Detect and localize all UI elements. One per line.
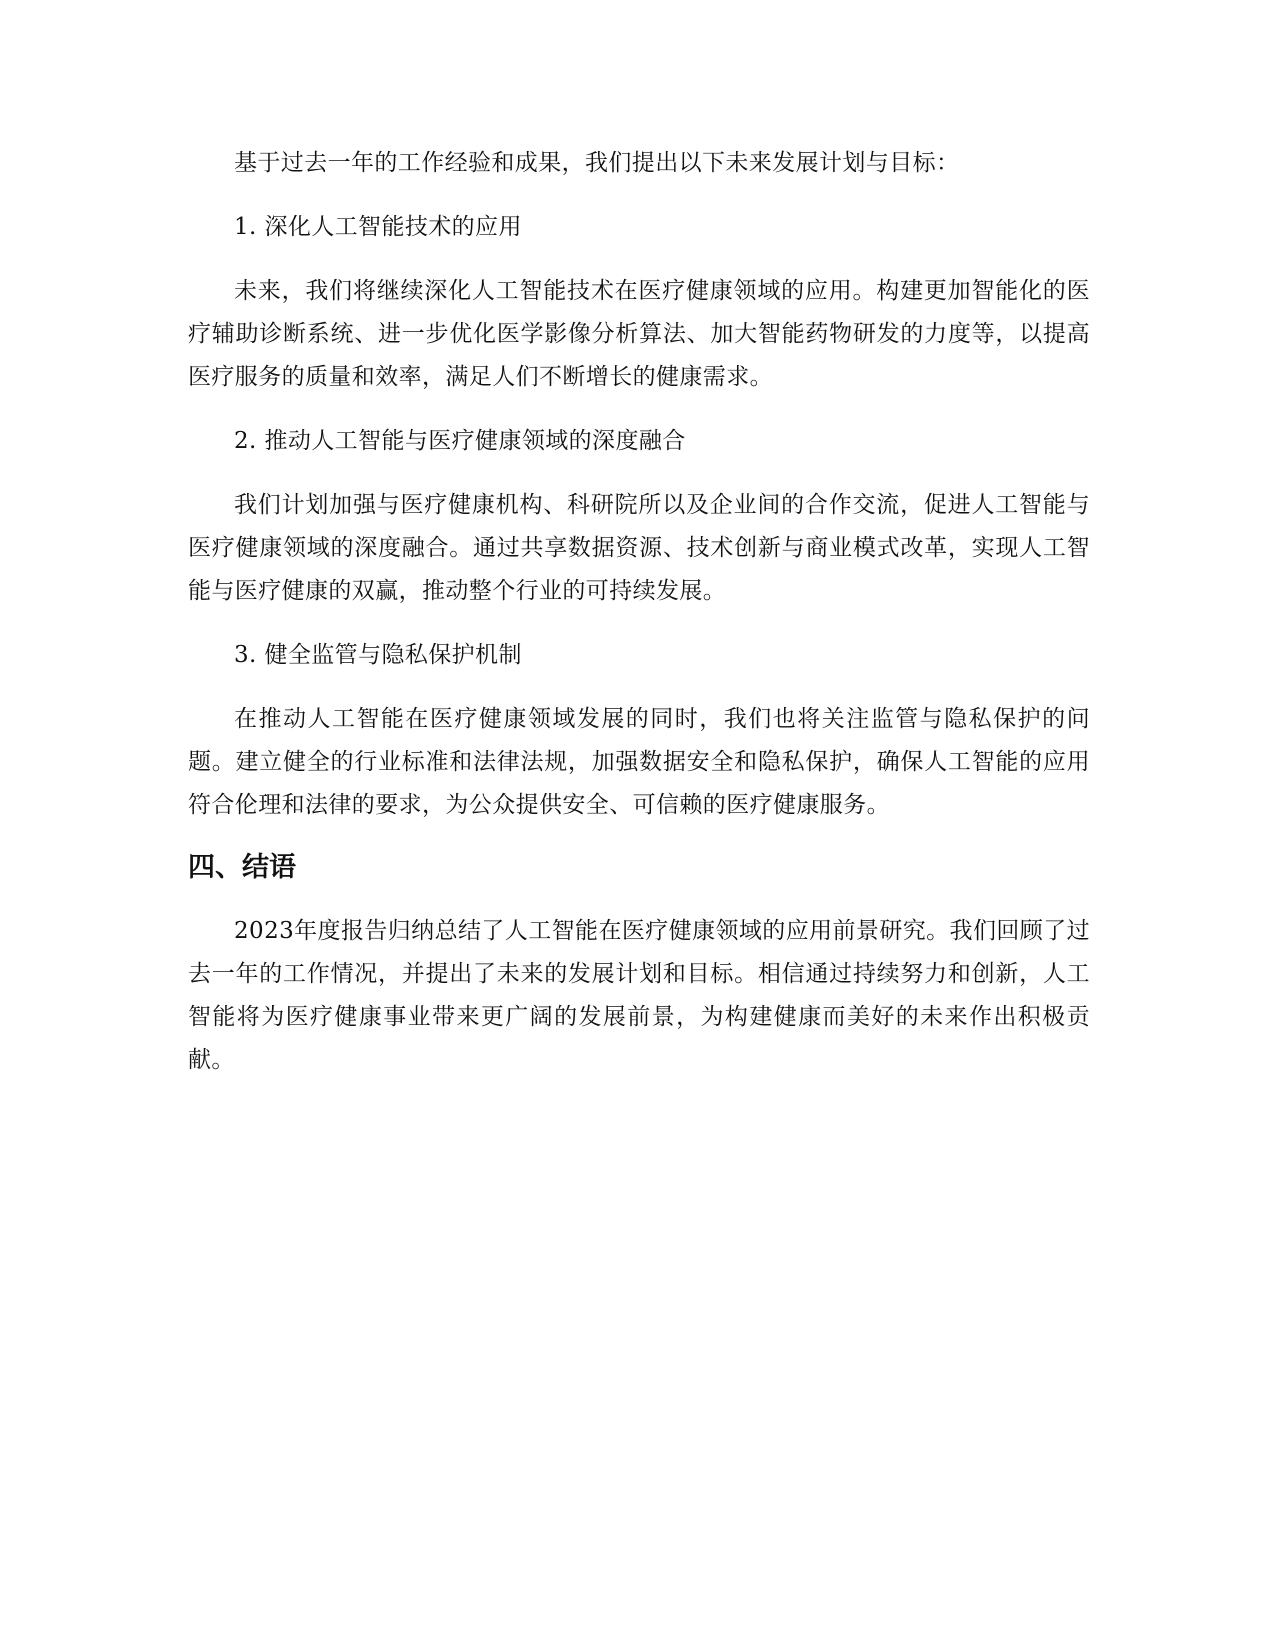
plan-item-body-1: 未来，我们将继续深化人工智能技术在医疗健康领域的应用。构建更加智能化的医疗辅助诊断系统、进一步优化医学影像分析算法、加大智能药物研发的力度等，以提高医疗服务的质量和效率，满足人们不断增长的健康需求。 (188, 278, 1090, 390)
plan-item-body-3: 在推动人工智能在医疗健康领域发展的同时，我们也将关注监管与隐私保护的问题。建立健全的行业标准和法律法规，加强数据安全和隐私保护，确保人工智能的应用符合伦理和法律的要求，为公众提供安全、可信赖的医疗健康服务。 (188, 706, 1090, 818)
plan-item-title-1: 1. 深化人工智能技术的应用 (234, 214, 522, 240)
intro-paragraph: 基于过去一年的工作经验和成果，我们提出以下未来发展计划与目标： (234, 150, 960, 176)
section-heading-conclusion: 四、结语 (188, 852, 296, 883)
plan-item-body-2: 我们计划加强与医疗健康机构、科研院所以及企业间的合作交流，促进人工智能与医疗健康领域的深度融合。通过共享数据资源、技术创新与商业模式改革，实现人工智能与医疗健康的双赢，推动整个行业的可持续发展。 (188, 492, 1090, 604)
plan-item-title-2: 2. 推动人工智能与医疗健康领域的深度融合 (234, 428, 686, 454)
conclusion-paragraph: 2023年度报告归纳总结了人工智能在医疗健康领域的应用前景研究。我们回顾了过去一年的工作情况，并提出了未来的发展计划和目标。相信通过持续努力和创新，人工智能将为医疗健康事业带来更广阔的发展前景，为构建健康而美好的未来作出积极贡献。 (188, 918, 1090, 1073)
document-body (188, 142, 1090, 1103)
plan-item-title-3: 3. 健全监管与隐私保护机制 (234, 642, 522, 668)
